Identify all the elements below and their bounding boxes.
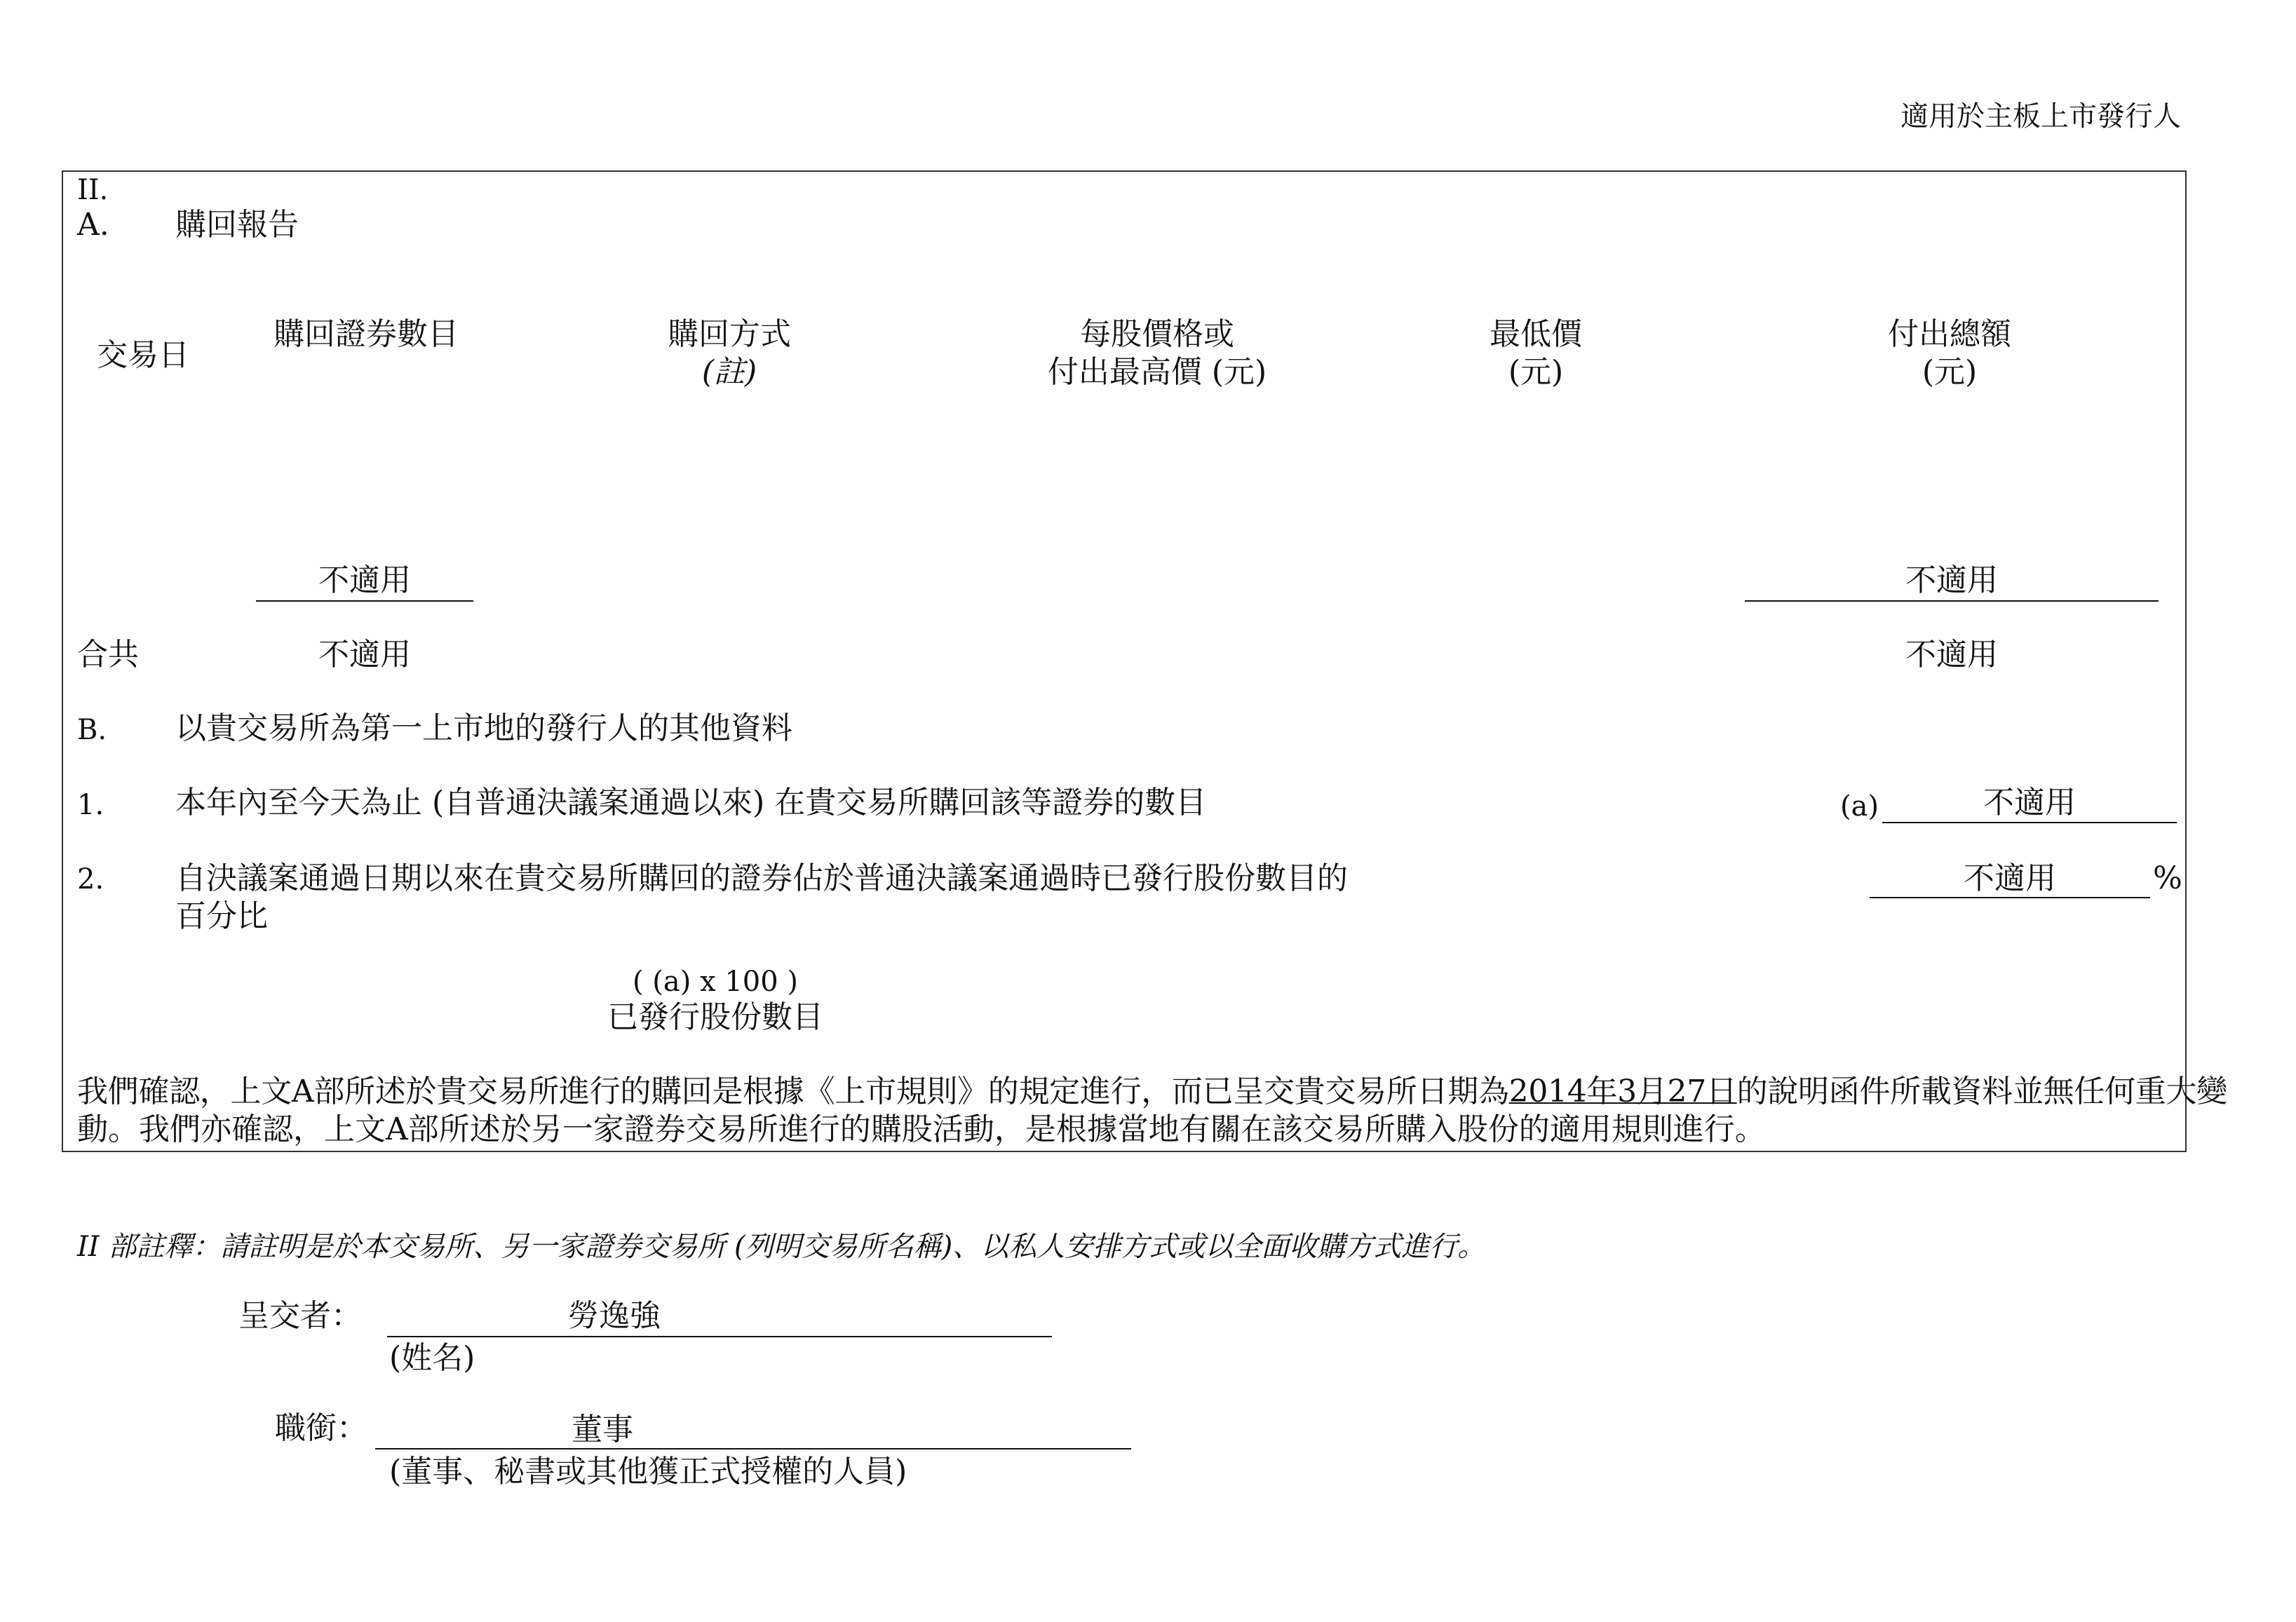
- item2-unit: %: [2153, 860, 2182, 896]
- row-num-underline: [256, 600, 473, 602]
- header-total-line1: 付出總額: [1888, 316, 2011, 352]
- row-total-underline: [1745, 600, 2159, 602]
- header-trade-date: 交易日: [97, 337, 189, 373]
- header-lowest-line2: (元): [1508, 354, 1564, 390]
- footnote: II 部註釋：請註明是於本交易所、另一家證券交易所 (列明交易所名稱)、以私人安排方式或以全面收購方式進行。: [77, 1231, 1486, 1263]
- formula-numerator: ( (a) x 100 ): [632, 966, 799, 998]
- part-b-title: 以貴交易所為第一上市地的發行人的其他資料: [175, 710, 792, 746]
- submitted-name-underline: [387, 1336, 1052, 1337]
- title-underline: [375, 1448, 1131, 1449]
- confirmation-line1: [77, 1073, 2227, 1111]
- item1-number: 1.: [77, 789, 104, 821]
- part-a-letter: A.: [77, 207, 109, 243]
- item2-value: 不適用: [1964, 860, 2056, 896]
- submitted-name-value: 勞逸強: [568, 1298, 661, 1334]
- header-price-line2: 付出最高價 (元): [1047, 354, 1267, 390]
- header-num-securities: 購回證券數目: [274, 316, 459, 352]
- confirmation-line1-pre: 我們確認，上文A部所述於貴交易所進行的購回是根據《上市規則》的規定進行，而已呈交貴交易所日期為: [77, 1074, 1509, 1109]
- header-total-line2: (元): [1922, 354, 1978, 390]
- applicability-label: 適用於主板上市發行人: [1900, 100, 2181, 133]
- part-b-letter: B.: [77, 714, 107, 746]
- header-method: 購回方式: [668, 316, 791, 352]
- title-value: 董事: [572, 1412, 633, 1447]
- row-num-value: 不適用: [318, 562, 411, 598]
- item2-text-line1: 自決議案通過日期以來在貴交易所購回的證券佔於普通決議案通過時已發行股份數目的: [175, 860, 1348, 896]
- submitted-by-label: 呈交者：: [238, 1298, 362, 1334]
- item1-label: (a): [1840, 790, 1879, 823]
- item1-value: 不適用: [1983, 785, 2076, 820]
- item1-underline: [1882, 822, 2177, 823]
- confirmation-line1-post: 的說明函件所載資料並無任何重大變: [1736, 1074, 2227, 1109]
- item1-text: 本年內至今天為止 (自普通決議案通過以來) 在貴交易所購回該等證券的數目: [175, 785, 1207, 820]
- sum-total-value: 不適用: [1905, 637, 1998, 673]
- section-number: II.: [77, 174, 109, 206]
- header-method-note: (註): [701, 354, 757, 390]
- header-lowest-line1: 最低價: [1490, 316, 1582, 352]
- part-a-title: 購回報告: [175, 207, 299, 243]
- sum-num-value: 不適用: [318, 637, 411, 673]
- confirmation-date: 2014年3月27日: [1508, 1074, 1737, 1109]
- title-caption: (董事、秘書或其他獲正式授權的人員): [389, 1454, 907, 1489]
- confirmation-line2: 動。我們亦確認，上文A部所述於另一家證券交易所進行的購股活動，是根據當地有關在該交易所購入股份的適用規則進行。: [77, 1111, 1766, 1147]
- sum-label: 合共: [77, 637, 139, 673]
- title-label: 職銜：: [275, 1410, 367, 1446]
- item2-underline: [1870, 897, 2150, 898]
- header-price-line1: 每股價格或: [1080, 316, 1234, 352]
- item2-number: 2.: [77, 863, 104, 896]
- item2-text-line2: 百分比: [175, 898, 268, 934]
- name-caption: (姓名): [389, 1340, 475, 1376]
- row-total-value: 不適用: [1905, 562, 1998, 598]
- formula-denominator: 已發行股份數目: [607, 999, 823, 1035]
